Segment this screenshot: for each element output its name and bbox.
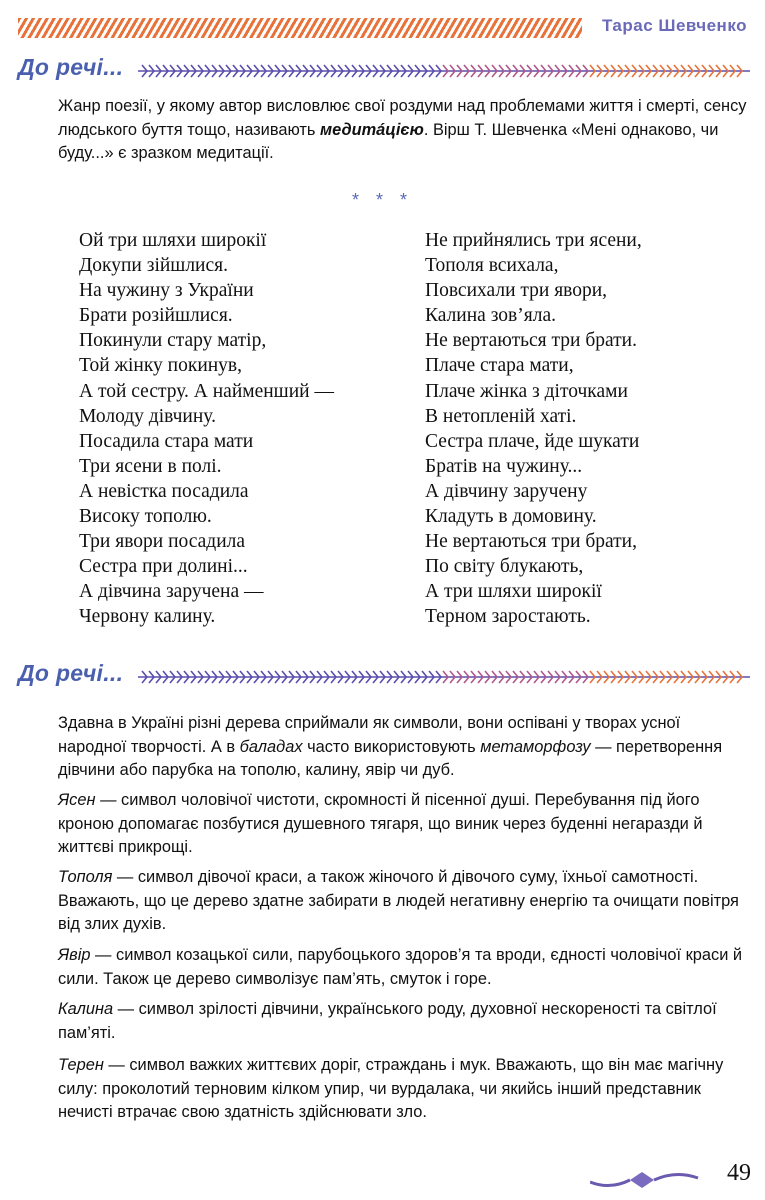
poem-line: Сестра при долині... — [79, 556, 248, 578]
intro-part-1: Здавна в Україні різні дерева сприймали як символи, вони оспівані у творах усної народної творчості. А в — [58, 714, 681, 756]
poem-line: Три явори посадила — [79, 531, 246, 553]
poem-line: Плаче жінка з діточками — [425, 380, 628, 402]
symbol-paragraph — [58, 998, 750, 1045]
meditation-definition — [58, 95, 750, 166]
poem-line: Високу тополю. — [79, 506, 212, 528]
poem-line: Червону калину. — [79, 606, 216, 628]
tree-symbols-intro — [58, 712, 750, 783]
header-stripe-decoration — [18, 18, 582, 38]
poem-line: Молоду дівчину. — [79, 405, 216, 427]
section-heading-2 — [18, 660, 748, 694]
poem-left-column — [79, 228, 334, 630]
symbol-paragraph — [58, 789, 750, 860]
poem-line: Братів на чужину... — [425, 455, 583, 477]
chevron-ornament-2 — [138, 669, 750, 685]
poem-line: Не вертаються три брати, — [425, 531, 637, 553]
poem-line: Сестра плаче, йде шукати — [425, 430, 640, 452]
symbol-term: Терен — [58, 1056, 104, 1074]
symbol-text: — символ чоловічої чистоти, скромності й пісенної душі. Перебування під його кроною допомагає позбутися душевного тягаря, що виник через буденні негаразди й життєві прикрощі. — [58, 791, 703, 856]
symbol-text: — символ важких життєвих доріг, страждань і мук. Вважають, що він має магічну силу: проколотий терновим кілком упир, чи вурдалака, чи якийсь інший представник нечисті втрачає свою здатність здійснювати зло. — [58, 1056, 724, 1121]
definition-text-before: Жанр поезії, у якому автор висловлює свої роздуми над проблемами життя і смерті, сенсу людського буття тощо, називають — [58, 97, 747, 139]
poem-line: А дівчину заручену — [425, 480, 588, 502]
intro-term-ballads: баладах — [239, 737, 303, 756]
poem-line: На чужину з України — [79, 280, 254, 302]
symbol-paragraph — [58, 1054, 750, 1125]
intro-part-2: часто використовують — [302, 737, 481, 756]
poem-separator: * * * — [351, 190, 414, 210]
poem-line: Тополя всихала, — [425, 255, 559, 277]
poem-line: А три шляхи широкії — [425, 581, 602, 603]
poem-line: Ой три шляхи широкії — [79, 230, 267, 251]
poem-line: В нетопленій хаті. — [425, 405, 577, 427]
intro-term-metamorphosis: метаморфозу — [480, 737, 591, 756]
intro-part-3: — перетворення дівчини або парубка на тополю, калину, явір чи дуб. — [58, 737, 723, 779]
symbol-term: Ясен — [58, 791, 96, 809]
poem-line: Покинули стару матір, — [79, 330, 267, 352]
footer-ornament — [590, 1166, 700, 1192]
poem-line: А той сестру. А найменший — — [79, 380, 334, 402]
poem-line: Брати розійшлися. — [79, 305, 233, 327]
poem-line: Посадила стара мати — [79, 430, 254, 452]
symbol-text: — символ козацької сили, парубоцького здоров’я та вроди, єдності чоловічої краси й сили. Також це дерево символізує пам’ять, смуток і горе. — [58, 946, 743, 988]
section-title-2: До речі... — [18, 660, 124, 686]
poem-line: По світу блукають, — [425, 556, 584, 578]
poem-line: Не вертаються три брати. — [425, 330, 637, 352]
symbol-text: — символ дівочої краси, а також жіночого й дівочого суму, їхньої самотності. Вважають, що це дерево здатне забирати в людей негативну енергію та очищати повітря від злих духів. — [58, 868, 739, 933]
section-heading-1 — [18, 54, 748, 88]
poem-line: Не прийнялись три ясени, — [425, 230, 642, 251]
poem-line: Кладуть в домовину. — [425, 506, 597, 528]
poem-line: Повсихали три явори, — [425, 280, 608, 302]
symbol-paragraph — [58, 944, 750, 991]
symbol-text: — символ зрілості дівчини, українського роду, духовної нескореності та світлої пам’яті. — [58, 1000, 717, 1042]
poem-line: А дівчина заручена — — [79, 581, 264, 603]
section-title-1: До речі... — [18, 54, 124, 80]
symbol-term: Явір — [58, 946, 91, 964]
poem-line: Той жінку покинув, — [79, 355, 243, 377]
definition-text-after: . Вірш Т. Шевченка «Мені однаково, чи буду...» є зразком медитації. — [58, 120, 719, 162]
poem-line: Плаче стара мати, — [425, 355, 574, 377]
symbol-term: Калина — [58, 1000, 114, 1018]
symbol-paragraph — [58, 866, 750, 937]
chevron-ornament-1 — [138, 63, 750, 79]
poem-line: Три ясени в полі. — [79, 455, 222, 477]
symbol-term: Тополя — [58, 868, 113, 886]
poem-line: Терном заростають. — [425, 606, 591, 628]
definition-term: медитáцією — [320, 120, 424, 139]
poem-right-column — [425, 228, 642, 630]
poem-line: А невістка посадила — [79, 480, 249, 502]
poem-line: Докупи зійшлися. — [79, 255, 228, 277]
running-header-author: Тарас Шевченко — [601, 16, 747, 35]
page-number: 49 — [727, 1160, 751, 1186]
poem-line: Калина зов’яла. — [425, 305, 556, 327]
